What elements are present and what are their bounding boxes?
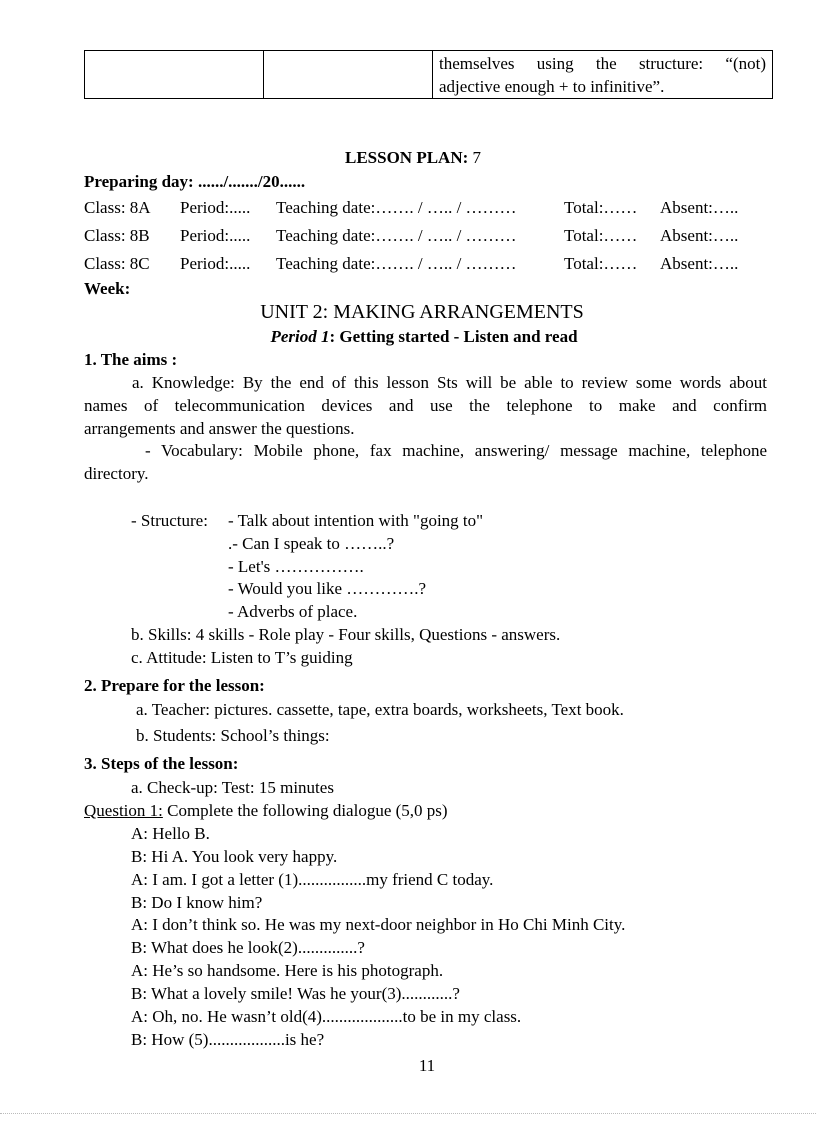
- prepare-heading: 2. Prepare for the lesson:: [84, 676, 265, 695]
- class-teaching-date: Teaching date:……. / ….. / ………: [276, 226, 517, 245]
- lesson-plan-label: LESSON PLAN:: [344, 148, 473, 167]
- class-absent: Absent:…..: [660, 198, 739, 217]
- period-label: Period 1: [270, 327, 330, 346]
- skills-line: b. Skills: 4 skills - Role play - Four skills, Questions - answers.: [131, 625, 561, 644]
- class-total: Total:……: [564, 198, 638, 217]
- week-label: Week:: [84, 279, 131, 298]
- table-cell-text: [433, 51, 773, 99]
- question-line: [84, 799, 448, 822]
- question-label: Question 1:: [84, 801, 163, 820]
- vocabulary-line-2: directory.: [84, 464, 149, 483]
- vocabulary-line-1: - Vocabulary: Mobile phone, fax machine, answering/ message machine, telephone: [145, 441, 767, 460]
- class-period: Period:.....: [180, 226, 251, 245]
- dialogue-line: B: What a lovely smile! Was he your(3)............?: [131, 984, 460, 1003]
- dialogue-line: B: Do I know him?: [131, 893, 263, 912]
- class-name: Class: 8B: [84, 226, 150, 245]
- steps-heading: 3. Steps of the lesson:: [84, 754, 239, 773]
- dialogue-line: A: I don’t think so. He was my next-door neighbor in Ho Chi Minh City.: [131, 915, 626, 934]
- class-name: Class: 8A: [84, 198, 151, 217]
- checkup-line: a. Check-up: Test: 15 minutes: [131, 778, 334, 797]
- table-line-1: themselves using the structure: “(not): [439, 54, 766, 73]
- students-line: b. Students: School’s things:: [136, 726, 330, 745]
- dialogue-line: A: I am. I got a letter (1)................my friend C today.: [131, 870, 494, 889]
- class-absent: Absent:…..: [660, 254, 739, 273]
- dialogue-line: A: Hello B.: [131, 824, 210, 843]
- structure-item: - Would you like ………….?: [228, 579, 427, 598]
- class-period: Period:.....: [180, 254, 251, 273]
- class-teaching-date: Teaching date:……. / ….. / ………: [276, 198, 517, 217]
- page-number: 11: [418, 1056, 436, 1075]
- knowledge-paragraph: [84, 371, 767, 440]
- structure-label: - Structure:: [131, 511, 208, 530]
- dialogue-line: A: He’s so handsome. Here is his photograph.: [131, 961, 444, 980]
- structure-item: - Adverbs of place.: [228, 602, 358, 621]
- class-total: Total:……: [564, 254, 638, 273]
- dialogue-line: B: What does he look(2)..............?: [131, 938, 365, 957]
- class-name: Class: 8C: [84, 254, 150, 273]
- class-period: Period:.....: [180, 198, 251, 217]
- lesson-plan-number: 7: [472, 148, 482, 167]
- knowledge-line-1: a. Knowledge: By the end of this lesson Sts will be able to review some words about: [132, 373, 767, 392]
- teacher-line: a. Teacher: pictures. cassette, tape, extra boards, worksheets, Text book.: [136, 700, 624, 719]
- period-subtitle: [0, 325, 816, 348]
- table-cell-empty-1: [85, 51, 264, 99]
- attitude-line: c. Attitude: Listen to T’s guiding: [131, 648, 353, 667]
- dialogue-line: A: Oh, no. He wasn’t old(4)...................to be in my class.: [131, 1007, 522, 1026]
- class-total: Total:……: [564, 226, 638, 245]
- structure-item: - Talk about intention with "going to": [228, 511, 484, 530]
- structure-item: - Let's …………….: [228, 557, 364, 576]
- table-cell-empty-2: [264, 51, 433, 99]
- period-title: : Getting started - Listen and read: [329, 327, 578, 346]
- class-absent: Absent:…..: [660, 226, 739, 245]
- preparing-day: Preparing day: ....../......./20......: [84, 172, 306, 191]
- aims-heading: 1. The aims :: [84, 350, 178, 369]
- dialogue-line: B: How (5)..................is he?: [131, 1030, 325, 1049]
- lesson-plan-title: [0, 146, 816, 169]
- page-bottom-divider: [0, 1113, 816, 1114]
- knowledge-line-2: names of telecommunication devices and use the telephone to make and confirm: [84, 396, 767, 415]
- unit-title: UNIT 2: MAKING ARRANGEMENTS: [260, 301, 584, 323]
- top-table: [84, 50, 773, 99]
- structure-item: .- Can I speak to ……..?: [228, 534, 395, 553]
- table-line-2: adjective enough + to infinitive”.: [439, 77, 665, 96]
- dialogue-line: B: Hi A. You look very happy.: [131, 847, 338, 866]
- class-teaching-date: Teaching date:……. / ….. / ………: [276, 254, 517, 273]
- knowledge-line-3: arrangements and answer the questions.: [84, 419, 355, 438]
- vocabulary-paragraph: [84, 439, 767, 485]
- question-text: Complete the following dialogue (5,0 ps): [162, 801, 448, 820]
